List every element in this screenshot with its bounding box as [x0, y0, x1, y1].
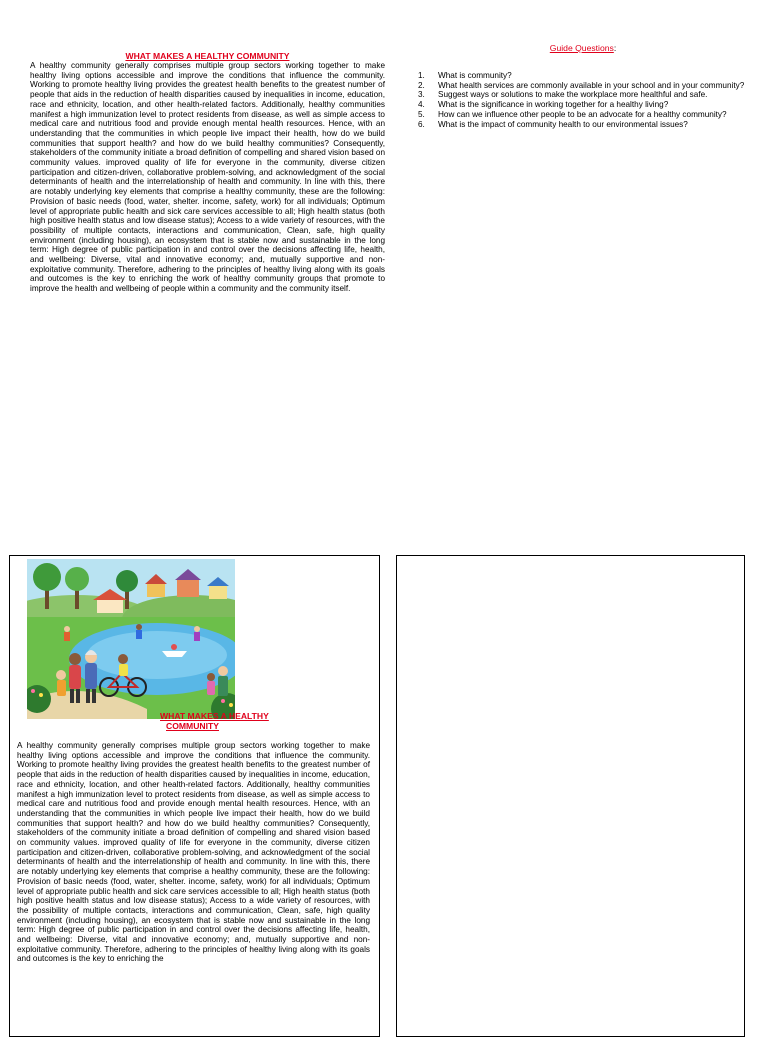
- question-item: [418, 81, 748, 91]
- article-body-bottom: A healthy community generally comprises multiple group sectors working together to make healthy living options accessible and improve the conditions that influence the community. Working to promote healthy living provides the greatest health benefits to the greatest number of people that aids in the reduction of health disparities caused by inequalities in income, education, race and ethnicity, location, and other health-related factors. Additionally, healthy communities manifest a high immunization level to protect residents from disease, as well as simple access to medical care and nutritious food and provide enough mental health resources. Hence, with an understanding that the communities in which people live impact their health, how do we build communities that support health? and how do we build healthy communities? Consequently, stakeholders of the community initiate a broad definition of compelling and shared vision based on community values. improved quality of life for everyone in the community, diverse citizen participation and citizen-driven, collaborative problem-solving, and acknowledgment of the social determinants of health and the interrelationship of health and community. In line with this, there are notably underlying key elements that comprise a healthy community, these are the following: Provision of basic needs (food, water, shelter. income, safety, work) for all individuals; Optimum level of appropriate public health and sick care services accessible to all; High health status (both high positive health status and low disease status); Access to a wide variety of resources, with the possibility of multiple contacts, interactions and communication, Clean, safe, high quality environment (including housing), an ecosystem that is stable now and sustainable in the long term: High degree of public participation in and control over the decisions affecting life, health, and wellbeing: Diverse, vital and innovative economy; and, mutually supportive and non-exploitative community. Therefore, adhering to the principles of healthy living along with its goals and outcomes is the key to enriching the: [17, 741, 370, 964]
- guide-title: Guide Questions: [549, 43, 614, 53]
- article-title: WHAT MAKES A HEALTHY COMMUNITY: [125, 51, 290, 61]
- question-number: 5.: [418, 109, 425, 119]
- question-item: [418, 120, 748, 130]
- article-body: A healthy community generally comprises multiple group sectors working together to make healthy living options accessible and improve the conditions that influence the community. Working to promote healthy living provides the greatest health benefits to the greatest number of people that aids in the reduction of health disparities caused by inequalities in income, education, race and ethnicity, location, and other health-related factors. Additionally, healthy communities manifest a high immunization level to protect residents from disease, as well as simple access to medical care and nutritious food and provide enough mental health resources. Hence, with an understanding that the communities in which people live impact their health, how do we build communities that support health? and how do we build healthy communities? Consequently, stakeholders of the community initiate a broad definition of compelling and shared vision based on community values. improved quality of life for everyone in the community, diverse citizen participation and citizen-driven, collaborative problem-solving, and acknowledgment of the social determinants of health and the interrelationship of health and community. In line with this, there are notably underlying key elements that comprise a healthy community, these are the following: Provision of basic needs (food, water, shelter. income, safety, work) for all individuals; Optimum level of appropriate public health and sick care services accessible to all; High health status (both high positive health status and low disease status); Access to a wide variety of resources, with the possibility of multiple contacts, interactions and communication, Clean, safe, high quality environment (including housing), an ecosystem that is stable now and sustainable in the long term: High degree of public participation in and control over the decisions affecting life, health, and wellbeing: Diverse, vital and innovative economy; and, mutually supportive and non-exploitative community. Therefore, adhering to the principles of healthy living along with its goals and outcomes is the key to enriching the work of healthy community groups that promote to improve the health and wellbeing of people within a community and the community itself.: [30, 61, 386, 294]
- article-top: [30, 51, 385, 294]
- guide-questions: [418, 43, 748, 129]
- bottom-article-title: [160, 711, 360, 731]
- question-text: What health services are commonly available in your school and in your community?: [438, 80, 745, 90]
- question-number: 6.: [418, 119, 425, 129]
- question-number: 4.: [418, 100, 425, 110]
- question-text: What is community?: [438, 71, 512, 80]
- bottom-title-line1: WHAT MAKES A HEALTHY: [160, 711, 269, 721]
- question-item: [418, 90, 748, 100]
- question-text: Suggest ways or solutions to make the workplace more healthful and safe.: [438, 90, 708, 100]
- question-item: [418, 71, 748, 81]
- bottom-title-line2: COMMUNITY: [166, 721, 219, 731]
- illustration-svg: [27, 559, 235, 719]
- question-text: How can we influence other people to be an advocate for a healthy community?: [438, 109, 727, 119]
- question-number: 2.: [418, 80, 425, 90]
- question-item: [418, 100, 748, 110]
- article-bottom: [17, 741, 370, 964]
- question-number: 1.: [418, 71, 425, 80]
- guide-heading: [418, 43, 748, 53]
- question-text: What is the impact of community health to our environmental issues?: [438, 119, 688, 129]
- guide-colon: :: [613, 43, 617, 53]
- question-text: What is the significance in working together for a healthy living?: [438, 100, 669, 110]
- question-list: [418, 71, 748, 129]
- question-number: 3.: [418, 90, 425, 100]
- page-frame-right: [396, 555, 745, 1037]
- community-park-illustration: [27, 559, 235, 719]
- question-item: [418, 110, 748, 120]
